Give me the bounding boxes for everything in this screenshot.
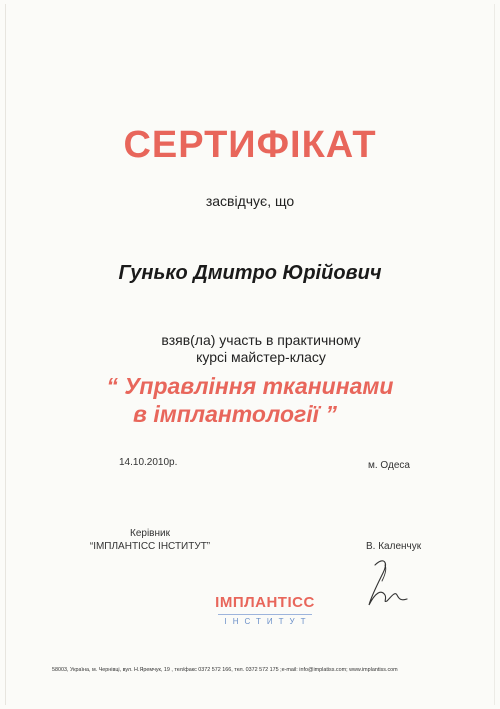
logo-subtitle: ІНСТИТУТ: [218, 614, 311, 626]
participation-line-2: курсі майстер-класу: [196, 349, 326, 365]
participation-line-1: взяв(ла) участь в практичному: [161, 332, 361, 348]
recipient-name: Гунько Дмитро Юрійович: [118, 262, 382, 284]
participation-text: [0, 332, 500, 366]
head-label: Керівник: [130, 528, 170, 539]
course-title-line-2: в імплантології ”: [133, 401, 337, 427]
handwritten-signature: [355, 555, 415, 610]
footer-contacts: 58003, Україна, м. Чернівці, вул. Н.Яремчук, 19 , тел/факс 0372 572 166, тел. 0372 572 175 ;e-mail: info@implatiss.com; www.implantiss.com: [52, 667, 398, 673]
certificate-title: СЕРТИФІКАТ: [123, 124, 377, 166]
logo-name: ІМПЛАНТІСС: [215, 594, 315, 611]
issue-date: 14.10.2010р.: [119, 457, 178, 468]
signer-name: В. Каленчук: [366, 541, 422, 552]
certifies-text: засвідчує, що: [205, 193, 295, 209]
course-title: [0, 372, 500, 428]
institute-logo: [210, 594, 320, 629]
head-organization: “ІМПЛАНТІСС ІНСТИТУТ”: [89, 541, 211, 552]
issue-city: м. Одеса: [368, 460, 410, 471]
course-title-line-1: “ Управління тканинами: [106, 373, 394, 399]
